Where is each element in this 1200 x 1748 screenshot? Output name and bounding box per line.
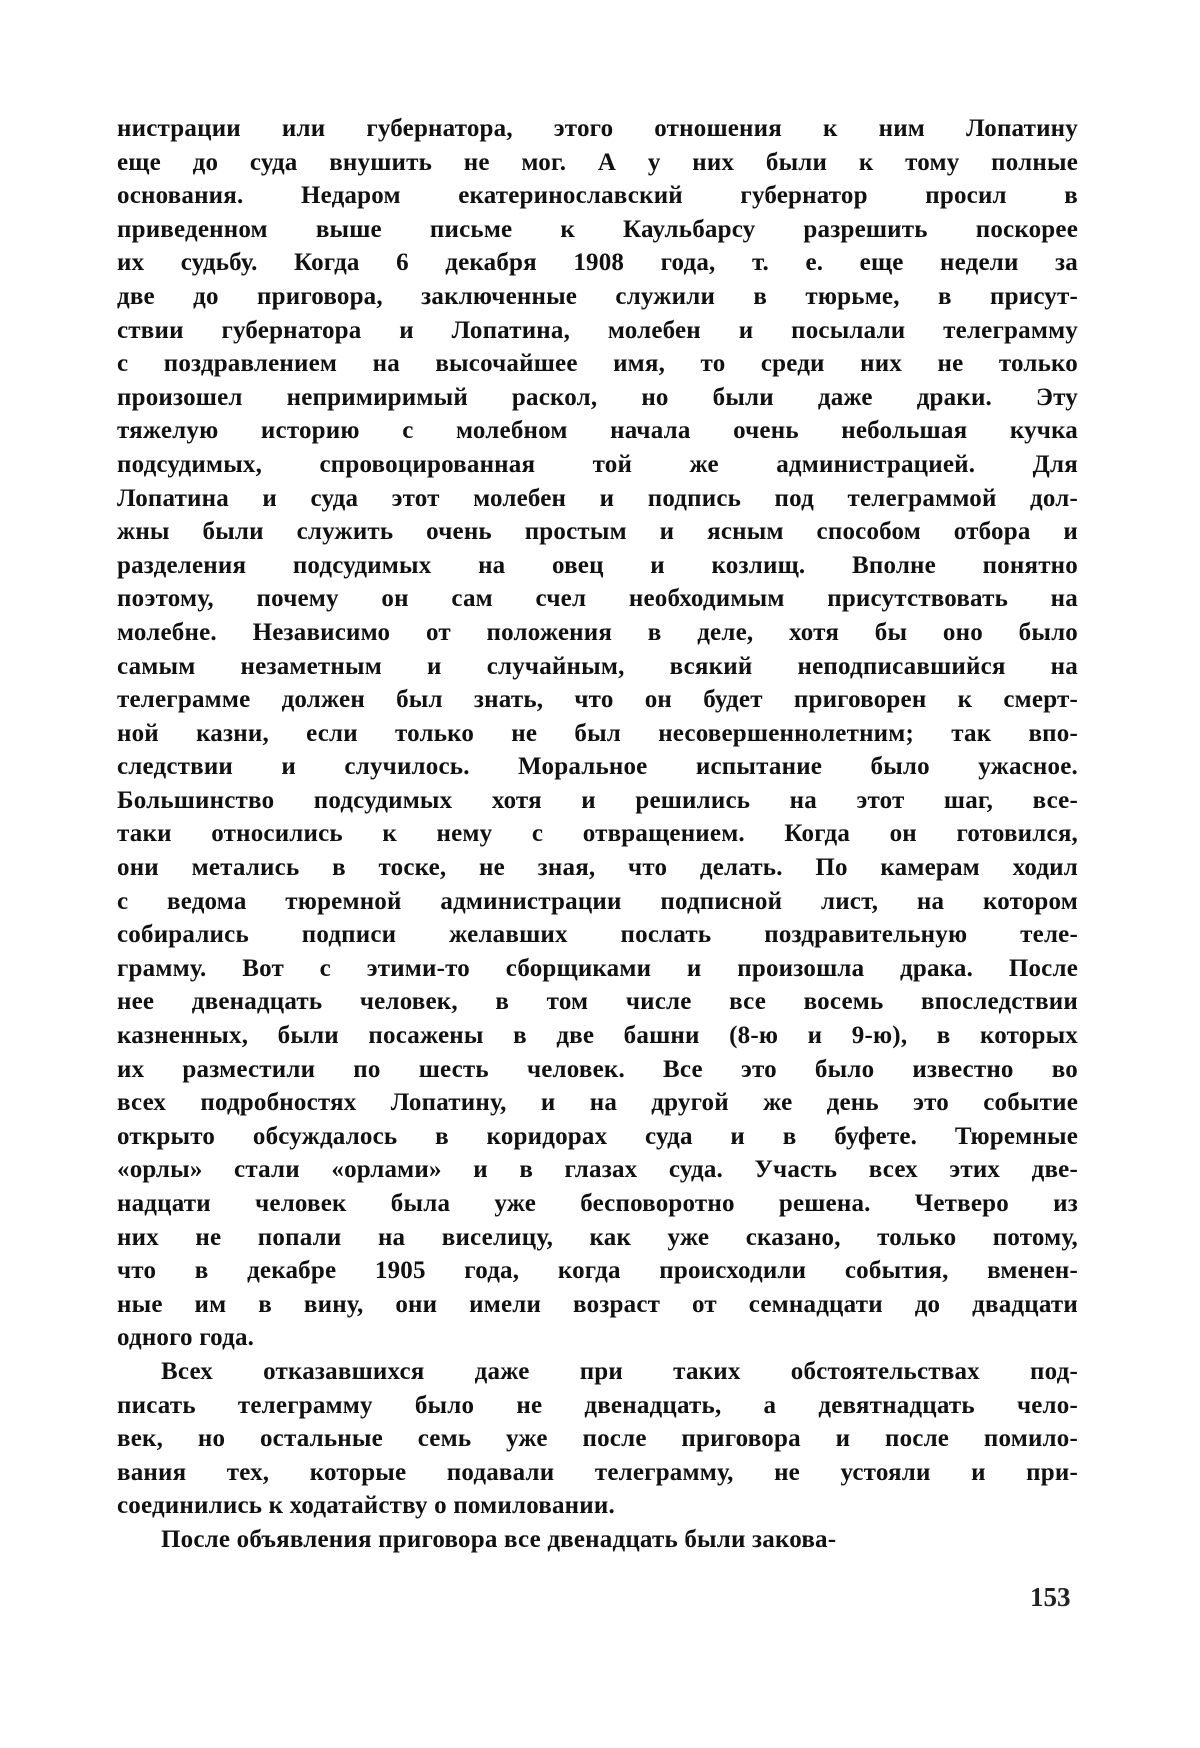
page-number: 153 <box>1030 1582 1071 1612</box>
text-line: соединились к ходатайству о помиловании. <box>117 1492 615 1520</box>
text-line: «орлы» стали «орлами» и в глазах суда. Участь всех этих две- <box>117 1156 1078 1184</box>
text-line: одного года. <box>117 1324 255 1352</box>
text-line: основания. Недаром екатеринославский губернатор просил в <box>117 182 1078 210</box>
text-line: собирались подписи желавших послать поздравительную теле- <box>117 921 1078 949</box>
text-line: открыто обсуждалось в коридорах суда и в буфете. Тюремные <box>117 1122 1078 1150</box>
text-line: поэтому, почему он сам счел необходимым присутствовать на <box>117 585 1078 613</box>
text-line: разделения подсудимых на овец и козлищ. Вполне понятно <box>117 551 1078 579</box>
text-line: таки относились к нему с отвращением. Когда он готовился, <box>117 820 1078 848</box>
text-line: еще до суда внушить не мог. А у них были к тому полные <box>117 148 1078 176</box>
text-line: грамму. Вот с этими-то сборщиками и произошла драка. После <box>117 954 1078 982</box>
text-line: После объявления приговора все двенадцать были закова- <box>161 1525 837 1553</box>
text-line: вания тех, которые подавали телеграмму, не устояли и при- <box>117 1458 1078 1486</box>
text-line: приведенном выше письме к Каульбарсу разрешить поскорее <box>117 215 1078 243</box>
text-line: подсудимых, спровоцированная той же администрацией. Для <box>117 450 1078 478</box>
text-line: самым незаметным и случайным, всякий неподписавшийся на <box>117 652 1078 680</box>
text-line: нее двенадцать человек, в том числе все восемь впоследствии <box>117 988 1078 1016</box>
text-line: молебне. Независимо от положения в деле, хотя бы оно было <box>117 618 1078 646</box>
text-line: казненных, были посажены в две башни (8-ю и 9-ю), в которых <box>117 1022 1078 1050</box>
text-line: ной казни, если только не был несовершеннолетним; так впо- <box>117 719 1078 747</box>
paragraph-1 <box>117 112 1078 1355</box>
text-line: они метались в тоске, не зная, что делать. По камерам ходил <box>117 854 1078 882</box>
text-line: тяжелую историю с молебном начала очень небольшая кучка <box>117 417 1078 445</box>
paragraph-3 <box>117 1523 1078 1557</box>
text-line: телеграмме должен был знать, что он будет приговорен к смерт- <box>117 686 1078 714</box>
text-line: нистрации или губернатора, этого отношения к ним Лопатину <box>117 115 1078 142</box>
text-line: Лопатина и суда этот молебен и подпись под телеграммой дол- <box>117 484 1078 512</box>
text-line: произошел непримиримый раскол, но были даже драки. Эту <box>117 383 1078 411</box>
text-line: них не попали на виселицу, как уже сказано, только потому, <box>117 1223 1078 1251</box>
text-line: всех подробностях Лопатину, и на другой же день это событие <box>117 1089 1078 1117</box>
text-line: следствии и случилось. Моральное испытание было ужасное. <box>117 753 1078 781</box>
paragraph-2 <box>117 1355 1078 1523</box>
text-line: ные им в вину, они имели возраст от семнадцати до двадцати <box>117 1290 1078 1318</box>
text-line: Большинство подсудимых хотя и решились на этот шаг, все- <box>117 786 1078 814</box>
text-line: Всех отказавшихся даже при таких обстоятельствах под- <box>161 1357 1078 1385</box>
text-line: их судьбу. Когда 6 декабря 1908 года, т. е. еще недели за <box>117 249 1078 277</box>
text-line: жны были служить очень простым и ясным способом отбора и <box>117 518 1078 546</box>
text-line: век, но остальные семь уже после приговора и после помило- <box>117 1425 1078 1453</box>
text-line: с поздравлением на высочайшее имя, то среди них не только <box>117 350 1078 378</box>
text-line: их разместили по шесть человек. Все это было известно во <box>117 1055 1078 1083</box>
text-line: ствии губернатора и Лопатина, молебен и посылали телеграмму <box>117 316 1078 344</box>
body-text <box>117 112 1078 1557</box>
text-line: с ведома тюремной администрации подписной лист, на котором <box>117 887 1078 915</box>
text-line: надцати человек была уже бесповоротно решена. Четверо из <box>117 1190 1078 1217</box>
text-line: писать телеграмму было не двенадцать, а девятнадцать чело- <box>117 1391 1078 1419</box>
text-line: что в декабре 1905 года, когда происходили события, вменен- <box>117 1257 1078 1285</box>
text-line: две до приговора, заключенные служили в тюрьме, в присут- <box>117 282 1078 310</box>
